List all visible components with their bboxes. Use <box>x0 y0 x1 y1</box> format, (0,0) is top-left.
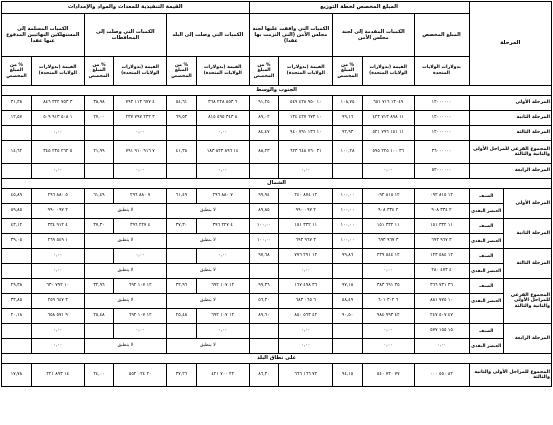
not-applicable: لا ينطبق <box>84 264 166 279</box>
cell: ٢٩,٣٨ <box>2 279 32 294</box>
cell: ٢٧,٠٠ <box>84 111 114 126</box>
cell <box>333 264 363 279</box>
cell: ١١ ٣٣٢ ١٥١ <box>414 219 469 234</box>
cell: ٢٤,٠٠ <box>84 364 114 387</box>
cell: ١٢ ٨٧٤ ٢٤٠ <box>279 189 333 204</box>
cell: ٠,٠٠ <box>114 164 167 179</box>
sub-goods-label: الصنف <box>469 279 503 294</box>
cell: ٠,٠٠ <box>414 339 469 354</box>
pct-header: % من المبلغ المخصص <box>167 57 197 86</box>
cell: ٦ ٠٦٥ ٦٨٣ <box>279 294 333 309</box>
cell: ٥٤,٦١ <box>167 96 197 111</box>
execution-header: القيمة التنفيذية للمعدات والمواد والإمدادات <box>2 2 250 14</box>
cell: ٣ ٦٤٧ ٢٥٩ <box>31 294 84 309</box>
not-applicable: لا ينطبق <box>84 204 166 219</box>
sub-total-label <box>469 309 503 324</box>
allocation-header: المبلغ المخصص لخطة التوزيع <box>249 2 469 14</box>
cell: ١٠ ٧٩٢ ٦٣٠ <box>31 279 84 294</box>
cell: ١٠٠,٠٠ <box>333 234 363 249</box>
cell <box>333 164 363 179</box>
cell: ١٠ ١٣٦ ٧٩١ ٩٤٠ <box>279 126 333 141</box>
sub-cash-label: العنصر النقدي <box>469 294 503 309</box>
cell: ٢٠,١٨ <box>2 309 32 324</box>
cell: ١٠٠,٠٠ <box>333 219 363 234</box>
cell: ٠,٠٠ <box>31 126 84 141</box>
cell: ٩٩,٣٦ <box>249 279 279 294</box>
arrived-country-header: الكميات التي وصلت إلى البلد <box>167 14 249 57</box>
cell: ٠,٠٠ <box>31 339 84 354</box>
stage-label: المرحلة الثانية <box>503 219 551 249</box>
cell <box>2 339 32 354</box>
cell: ١ ٥٠٨ ٩١٣ ٥٠٩ <box>31 111 84 126</box>
value-header: القيمة (بدولارات الولايات المتحدة) <box>279 57 333 86</box>
not-applicable: لا ينطبق <box>84 339 166 354</box>
cell <box>84 249 114 264</box>
cell: ٠,٠٠ <box>196 126 249 141</box>
stage-label: المرحلة الرابعة <box>503 324 551 354</box>
cell: ٣٧,٣٠ <box>167 219 197 234</box>
not-applicable: لا ينطبق <box>167 234 249 249</box>
cell: ٧٢ ١٦٦ ٦٦٦ <box>279 364 333 387</box>
amount-alloc-header: المبلغ المخصص <box>414 14 469 57</box>
cell: ٩٢,٩٣ <box>333 126 363 141</box>
cell <box>249 164 279 179</box>
cell <box>167 324 197 339</box>
cell: ١٢٠٠٠٠٠٠ <box>414 96 469 111</box>
cell: ٠,٠٠ <box>279 264 333 279</box>
pct-header: % من المبلغ المخصص <box>249 57 279 86</box>
stage-label: المجموع الفرعي للمراحل الأولى والثانية والثالثة <box>503 279 551 324</box>
cell: ٣ ٢٣٢ ٧٩٧ ٢٣٧ <box>114 111 167 126</box>
cell <box>84 126 114 141</box>
cell: ٤ ٩١٢ ٣٣٤ <box>31 219 84 234</box>
sub-goods-label: الصنف <box>469 189 503 204</box>
cell: ٠,٠٠ <box>362 339 414 354</box>
sub-goods-label: الصنف <box>469 219 503 234</box>
cell: ٠,٠٠ <box>279 164 333 179</box>
cell: ٥٨,٤٩ <box>333 294 363 309</box>
cell <box>2 324 32 339</box>
cell <box>2 249 32 264</box>
cell: ٦ ٥٥٣ ٢٢٨ ٣٦٨ <box>196 96 249 111</box>
cell: ١١ ٣٣٢ ١٥١ <box>362 219 414 234</box>
cell: ٣٦ ٧٣١ ٣٦٦ <box>414 279 469 294</box>
cell: ٣ ٧٥٣ ٣٢٢ ٨٤٦ <box>31 96 84 111</box>
cell: ٠,٠٠ <box>31 264 84 279</box>
cell: ٠,٠٠ <box>31 324 84 339</box>
cell: ١٠٠,٠٠ <box>249 234 279 249</box>
sub-goods-label: الصنف <box>469 324 503 339</box>
cell: ٣ ٩٦٧ ٦٩٣ <box>414 234 469 249</box>
cell: ٥٦,٣٠ <box>249 294 279 309</box>
cell: ٠,٠٠ <box>31 249 84 264</box>
cell: ٠,٠٠ <box>362 264 414 279</box>
not-applicable: لا ينطبق <box>167 339 249 354</box>
cell: ٣٩,٠٥ <box>2 234 32 249</box>
cell: ٠,٠٠ <box>114 126 167 141</box>
stage-label: المرحلة الأولى <box>503 189 551 219</box>
cell: ٨ ٣٤٣ ٥٩٥ ٨١٥ <box>196 111 249 126</box>
value-header: القيمة (بدولارات الولايات المتحدة) <box>114 57 167 86</box>
cell: ٢٢ ٧٠٠ ٤٢١ <box>196 364 249 387</box>
cell: ١١ ٣٣٢ ١٥١ <box>279 219 333 234</box>
cell: ٤٢ ٩٩٣ ٩٨٤ <box>362 309 414 324</box>
section-north: الشمال <box>2 179 552 189</box>
cell: ٢٠ ٠٢٤ ٥٥٢ <box>114 364 167 387</box>
cell: ٦٩,٥٣ <box>167 111 197 126</box>
cell: ١١ ١٥١ ٧٩٦ ٥٢١ <box>362 126 414 141</box>
cell: ١٢ ٨١٥ ٠٩٢ <box>414 189 469 204</box>
cell: ١٢,٥٧ <box>2 111 32 126</box>
cell: ٠,٠٠ <box>196 249 249 264</box>
cell: ٤٥,٨٩ <box>2 189 32 204</box>
cell: ٩٧,١٨ <box>333 279 363 294</box>
arrived-gov-header: الكميات التي وصلت إلى المحافظات <box>84 14 166 57</box>
cell: ٣٢,٩٦ <box>84 279 114 294</box>
cell: ٨٩,٨٥ <box>249 204 279 219</box>
cell: ١٤ ٨٩٣ ٢٢١ <box>31 364 84 387</box>
stage-label: المرحلة الثالثة <box>503 249 551 279</box>
cell: ٠,٠٠ <box>114 249 167 264</box>
stage-label: المجموع للمراحل الأولى والثانية والثالثة <box>469 364 552 387</box>
section-country: على نطاق البلد <box>2 354 552 364</box>
cell: ١٧,٧٨ <box>2 364 32 387</box>
cell: ١٠٨,٧٥ <box>333 96 363 111</box>
cell: ٢ ٣٣٤ ٩٠٨ <box>414 204 469 219</box>
cell: ٠,٠٠ <box>196 164 249 179</box>
cell: ٩٩,٨٦ <box>333 249 363 264</box>
not-applicable: لا ينطبق <box>167 204 249 219</box>
cell: ٦ ٣٠٢ ٦٠١ <box>362 294 414 309</box>
cell: ٣٧,٣٠ <box>84 219 114 234</box>
cell <box>249 339 279 354</box>
cell: ١٢ ١٠٧ ٦٩٢ <box>196 279 249 294</box>
cell: ٣٨,٩٨ <box>84 96 114 111</box>
cell: ٤٢ ٥٦٣ ٨٥٠ <box>279 309 333 324</box>
cell <box>249 264 279 279</box>
not-applicable: لا ينطبق <box>167 294 249 309</box>
cell: ١٢ ٨١٥ ٠٩٢ <box>362 189 414 204</box>
cell: ٤١,٣٨ <box>167 141 197 164</box>
value-header: القيمة (بدولارات الولايات المتحدة) <box>362 57 414 86</box>
cell: ١٢ ٥٤٤ ٢٣٩ <box>362 249 414 264</box>
cell: ١٢٠٠٠٠٠٠ <box>414 126 469 141</box>
cell: ٩٧,٦٨ <box>249 249 279 264</box>
cell: ٩٤,١٥ <box>333 364 363 387</box>
cell: ٧ ٨٨٠ ٢٩٦ <box>196 189 249 204</box>
cell: ٣١ ٧٦٠ ٦٤٨ ٦٢٣ <box>279 141 333 164</box>
cell <box>84 164 114 179</box>
cell: ٥ ٢٦٢ ٢٣٥ ٣٤٥ <box>31 141 84 164</box>
cell <box>2 264 32 279</box>
cell <box>333 324 363 339</box>
cell: ٨٦,٣٠ <box>249 364 279 387</box>
cell: ٧٧ ٧٣٠ ٥٤٠ <box>362 364 414 387</box>
cell: ١٤,٦٢ <box>2 141 32 164</box>
cell: ١٢ ١٠٧ ٦٩٢ <box>114 309 167 324</box>
cell: ١٢ ١٠٧ ٦٩٢ <box>114 279 167 294</box>
cell: ٨٨,٢٣ <box>249 141 279 164</box>
stage-label: المرحلة الثالثة <box>469 126 552 141</box>
cell: ٤ ٢٢٧ ٣٩٦ <box>196 219 249 234</box>
cell: ٩٩,١٦ <box>333 111 363 126</box>
cell: ٨٢ ٥٥٠ ٠٠٠ <box>414 364 469 387</box>
cell: ١٠٠,٠٠ <box>333 204 363 219</box>
cell: ١٢ ١٠٧ ٦٩٢ <box>196 309 249 324</box>
cell: ٣٢,٩٦ <box>167 279 197 294</box>
cell: ٤ ٦٧٧ ١١٣ ٧٩٣ <box>114 96 167 111</box>
cell: ١١ ٨٩٨ ٧١٣ ٤٢٣ <box>362 111 414 126</box>
cell: ١٠ ٧٧٥ ٨٨١ <box>414 294 469 309</box>
cell: ٩ ٥٧١ ٦٥٨ <box>31 309 84 324</box>
cell: ٢ ٣٣٤ ٩٠٨ <box>362 204 414 219</box>
cell: ٣٦ ٤٩٨ ١٦٧ <box>279 279 333 294</box>
usd-header: بدولارات الولايات المتحدة <box>414 57 469 86</box>
stage-label: المرحلة الأولى <box>469 96 552 111</box>
cell: ٦١,٤٩ <box>84 189 114 204</box>
cell: ٢٥,٤٨ <box>84 309 114 324</box>
cell: ١٠ ٩٥٠ ٤٢٨ ٥٤٩ <box>279 96 333 111</box>
cell: ٣٧,٢٦ <box>167 364 197 387</box>
pct-header: % من المبلغ المخصص <box>84 57 114 86</box>
sub-cash-label: العنصر النقدي <box>469 339 503 354</box>
cell: ٨٤,٤٧ <box>249 126 279 141</box>
approved-header: الكميات التي وافقت عليها لجنة مجلس الأمن (التي التزمت بها عقدا) <box>249 14 333 57</box>
cell: ٨٩,٨٥ <box>2 204 32 219</box>
cell: ٧ ٨٨٠ ٢٩٦ <box>114 189 167 204</box>
cell: ٩٠,٥٠ <box>333 309 363 324</box>
cell: ٧ ٩١٦ ٩١٠ ٧٩١ <box>114 141 167 164</box>
cell: ٦١,٤٩ <box>167 189 197 204</box>
cell: ٨٩,٦٠ <box>249 309 279 324</box>
cell <box>167 249 197 264</box>
cell: ٣ ٩٦٧ ٦٩٣ <box>362 234 414 249</box>
not-applicable: لا ينطبق <box>84 294 166 309</box>
cell: ١٢ ٢٩١ ٧٧٦ <box>279 249 333 264</box>
cell: ٤ ٤٧٣ ٢٨٠ <box>414 264 469 279</box>
not-applicable: لا ينطبق <box>84 234 166 249</box>
cell <box>84 324 114 339</box>
cell: ٩١,٢٥ <box>249 96 279 111</box>
pledged-header: الكميات المقدمة إلى لجنة مجلس الأمن <box>333 14 414 57</box>
cell: ٠,٠٠ <box>279 339 333 354</box>
cell: ١٠٠,٠٠ <box>249 219 279 234</box>
cell <box>249 324 279 339</box>
cell: ١ ٥٤٩ ٢٦٩ <box>31 234 84 249</box>
cell: ١٤ ٨٩٦ ٨٢٣ ١٨٣ <box>196 141 249 164</box>
cell: ٢ ٠٩٧ ٩٩٠ <box>279 204 333 219</box>
cell: ٠,٠٠ <box>196 324 249 339</box>
cell: ٥ ٨٨٠ ٢٩٦ <box>31 189 84 204</box>
cell: ١٠٠,٢٨ <box>333 141 363 164</box>
document-table-container <box>1 1 552 423</box>
cell: ٣ ٩٦٧ ٦٩٣ <box>279 234 333 249</box>
value-header: القيمة (بدولارات الولايات المتحدة) <box>196 57 249 86</box>
cell <box>167 164 197 179</box>
sub-goods-label: الصنف <box>469 249 503 264</box>
cell: ١٢ ٥٨٤ ١٢٣ <box>414 249 469 264</box>
pct-header: % من المبلغ المخصص <box>333 57 363 86</box>
stage-label: المرحلة الرابعة <box>469 164 552 179</box>
cell: ١٥ ١٥٥ ٥٧٧ <box>414 324 469 339</box>
stage-label: المرحلة الثانية <box>469 111 552 126</box>
cell: ٤٣,١٢ <box>2 219 32 234</box>
cell: ٣٣,٨٥ <box>2 294 32 309</box>
cell <box>2 164 32 179</box>
cell: ٥٢٠٠٠٠٠٠ <box>414 164 469 179</box>
stage-label: المجموع الفرعي للمراحل الأولى والثانية والثالثة <box>469 141 552 164</box>
cell: ٨٩,٠٢ <box>249 111 279 126</box>
not-applicable: لا ينطبق <box>167 264 249 279</box>
cell: ٣١,٢٨ <box>2 96 32 111</box>
section-south: الجنوب والوسط <box>2 86 552 96</box>
delivered-header: الكميات المسلمة إلى المستهلكين النهائيين المدفوع عنها عقدا <box>2 14 85 57</box>
value-header: القيمة (بدولارات الولايات المتحدة) <box>31 57 84 86</box>
cell: ٠,٠٠ <box>114 324 167 339</box>
cell <box>333 339 363 354</box>
cell: ٢ ٠٩٧ ٩٩٠ <box>31 204 84 219</box>
cell: ١٠٠,٠٠ <box>333 189 363 204</box>
cell: ١٣٠٤٩ ٧١٦ ٦٥١ <box>362 96 414 111</box>
cell: ٠,٠٠ <box>279 324 333 339</box>
cell <box>2 126 32 141</box>
stage-header: المرحلة <box>469 2 552 86</box>
pct-header: % من المبلغ المخصص <box>2 57 32 86</box>
sub-cash-label: العنصر النقدي <box>469 264 503 279</box>
cell: ٠,٠٠ <box>362 324 414 339</box>
cell: ١٢٠٠٠٠٠٠ <box>414 111 469 126</box>
cell: ٣٦٠٠٠٠٠٠ <box>414 141 469 164</box>
distribution-table <box>1 1 552 387</box>
cell: ٠,٠٠ <box>31 164 84 179</box>
cell <box>167 126 197 141</box>
sub-cash-label: العنصر النقدي <box>469 204 503 219</box>
cell: ٤ ٢٢٧ ٣٩٦ <box>114 219 167 234</box>
cell: ٠,٠٠ <box>362 164 414 179</box>
cell: ٢٥,٤٨ <box>167 309 197 324</box>
cell: ٣٦ ١٠٠ ٢٢٥ ٥٩٥ <box>362 141 414 164</box>
cell: ٤٧ ٥٠٧ ٢٤٧ <box>414 309 469 324</box>
cell: ٣٥ ٦٩١ ٣٨٣ <box>362 279 414 294</box>
cell: ١٠ ٦٧٣ ٤٢٧ ١٣٤ <box>279 111 333 126</box>
cell: ٢١,٩٩ <box>84 141 114 164</box>
cell: ٩٩,٩٤ <box>249 189 279 204</box>
sub-cash-label: العنصر النقدي <box>469 234 503 249</box>
